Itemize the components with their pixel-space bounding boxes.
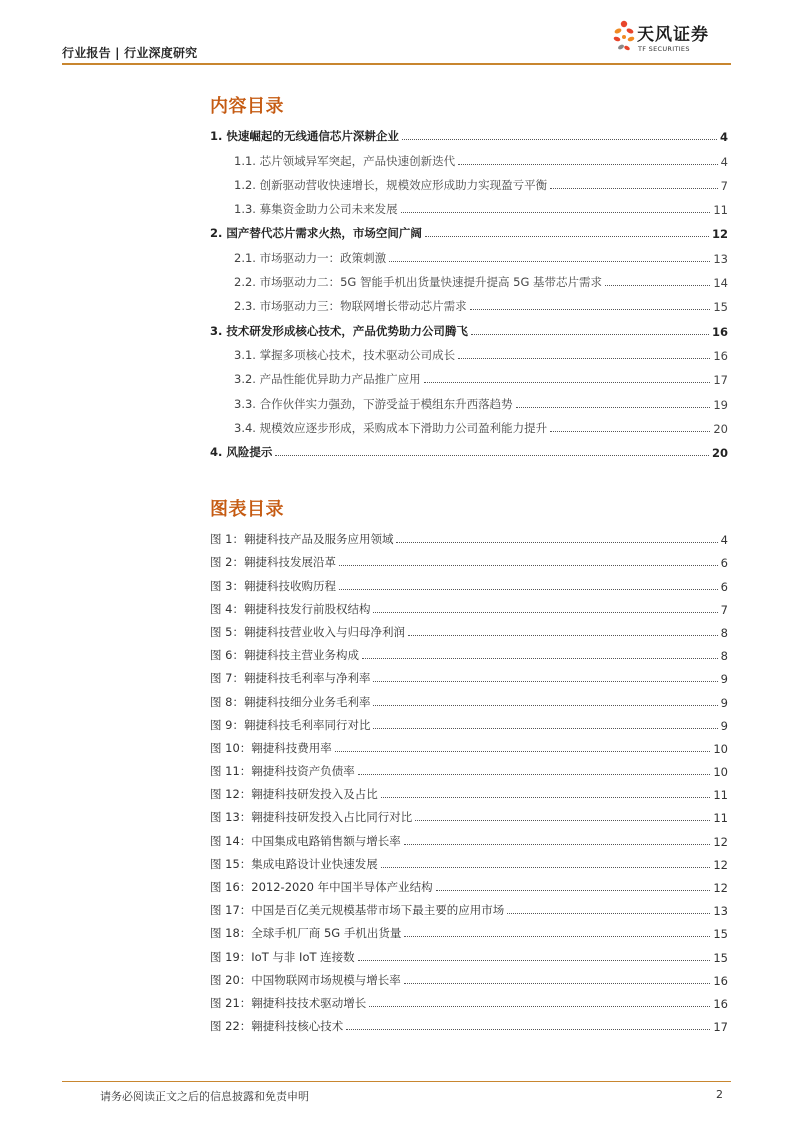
figure-entry[interactable]	[210, 594, 728, 617]
dot-leader	[436, 890, 711, 891]
figure-entry[interactable]	[210, 733, 728, 756]
figure-entry-page: 8	[720, 625, 728, 640]
toc-entry-page: 11	[713, 203, 728, 218]
figure-entry-page: 7	[720, 602, 728, 617]
figure-entry-page: 9	[720, 695, 728, 710]
figure-entry-page: 13	[713, 904, 728, 919]
figure-entry-page: 11	[713, 811, 728, 826]
toc-entry-label: 3.3. 合作伙伴实力强劲，下游受益于模组东升西落趋势	[210, 396, 514, 412]
dot-leader	[389, 261, 710, 262]
footer-disclaimer: 请务必阅读正文之后的信息披露和免责申明	[100, 1090, 309, 1103]
figure-entry[interactable]	[210, 849, 728, 872]
figure-entry-page: 11	[713, 788, 728, 803]
figure-entry-page: 12	[713, 857, 728, 872]
figure-entry[interactable]	[210, 918, 728, 941]
figure-entry-page: 6	[720, 556, 728, 571]
dot-leader	[458, 164, 718, 165]
dot-leader	[550, 188, 718, 189]
toc-entry[interactable]	[210, 266, 728, 290]
figure-entry-page: 8	[720, 649, 728, 664]
dot-leader	[275, 455, 709, 456]
logo-name-cn: 天风证券	[637, 25, 709, 45]
dot-leader	[358, 774, 711, 775]
figure-entry-label: 图 6：翱捷科技主营业务构成	[210, 648, 359, 663]
toc-entry-label: 2.1. 市场驱动力一：政策刺激	[210, 250, 387, 266]
toc-entry-label: 2.2. 市场驱动力二：5G 智能手机出货量快速提升提高 5G 基带芯片需求	[210, 274, 603, 290]
dot-leader	[373, 612, 717, 613]
dot-leader	[335, 751, 711, 752]
dot-leader	[358, 960, 711, 961]
toc-entry-page: 13	[713, 251, 728, 266]
toc-entry[interactable]	[210, 193, 728, 217]
toc-entry-label: 1.1. 芯片领域异军突起，产品快速创新迭代	[210, 153, 456, 169]
figure-entry-label: 图 19：IoT 与非 IoT 连接数	[210, 949, 355, 964]
figure-entry-page: 10	[713, 765, 728, 780]
toc-entry-label: 3.2. 产品性能优异助力产品推广应用	[210, 371, 422, 387]
toc-title: 内容目录	[210, 96, 284, 117]
figure-entry[interactable]	[210, 779, 728, 802]
figure-entry[interactable]	[210, 617, 728, 640]
toc-entry-page: 16	[713, 348, 728, 363]
dot-leader	[415, 820, 710, 821]
toc-entry-page: 4	[719, 130, 728, 145]
dot-leader	[424, 382, 711, 383]
figure-entry-label: 图 22：翱捷科技核心技术	[210, 1019, 344, 1034]
toc-entry-page: 12	[711, 227, 728, 242]
dot-leader	[404, 936, 710, 937]
figure-entry-page: 16	[713, 996, 728, 1011]
figure-entry[interactable]	[210, 524, 728, 547]
dot-leader	[516, 407, 711, 408]
figures-title: 图表目录	[210, 499, 284, 520]
header-divider	[62, 63, 731, 65]
figure-entry-label: 图 4：翱捷科技发行前股权结构	[210, 601, 371, 616]
toc-entry[interactable]	[210, 436, 728, 460]
figure-entry-label: 图 21：翱捷科技技术驱动增长	[210, 995, 367, 1010]
toc-entry-page: 20	[711, 446, 728, 461]
dot-leader	[402, 139, 717, 140]
figure-entry-label: 图 7：翱捷科技毛利率与净利率	[210, 671, 371, 686]
dot-leader	[404, 844, 711, 845]
dot-leader	[471, 334, 709, 335]
dot-leader	[369, 1006, 710, 1007]
toc-entry[interactable]	[210, 387, 728, 411]
toc-entry[interactable]	[210, 314, 728, 338]
dot-leader	[550, 431, 710, 432]
figure-entry[interactable]	[210, 895, 728, 918]
dot-leader	[408, 635, 718, 636]
figure-entry-page: 12	[713, 834, 728, 849]
toc-entry[interactable]	[210, 120, 728, 144]
dot-leader	[507, 913, 710, 914]
figure-entry[interactable]	[210, 941, 728, 964]
dot-leader	[373, 681, 717, 682]
toc-entry[interactable]	[210, 339, 728, 363]
toc-entry-label: 1. 快速崛起的无线通信芯片深耕企业	[210, 129, 399, 144]
figure-entry-label: 图 18：全球手机厂商 5G 手机出货量	[210, 926, 402, 941]
dot-leader	[373, 728, 717, 729]
dot-leader	[346, 1029, 710, 1030]
figure-entry-page: 15	[713, 927, 728, 942]
dot-leader	[381, 867, 711, 868]
dot-leader	[470, 309, 711, 310]
dot-leader	[401, 212, 711, 213]
figure-entry-label: 图 2：翱捷科技发展沿革	[210, 555, 336, 570]
toc-entry[interactable]	[210, 363, 728, 387]
figure-entry-page: 6	[720, 579, 728, 594]
toc-entry-label: 2. 国产替代芯片需求火热，市场空间广阔	[210, 226, 422, 241]
figure-entry-label: 图 9：翱捷科技毛利率同行对比	[210, 717, 371, 732]
dot-leader	[381, 797, 711, 798]
toc-entry-page: 19	[713, 397, 728, 412]
dot-leader	[605, 285, 710, 286]
figure-entry-page: 4	[720, 533, 728, 548]
toc-entry-page: 20	[713, 421, 728, 436]
toc-entry-page: 15	[713, 300, 728, 315]
figure-entry-label: 图 14：中国集成电路销售额与增长率	[210, 833, 401, 848]
dot-leader	[362, 658, 718, 659]
toc-entry[interactable]	[210, 290, 728, 314]
figure-entry-label: 图 8：翱捷科技细分业务毛利率	[210, 694, 371, 709]
toc-entry-page: 16	[711, 324, 728, 339]
dot-leader	[339, 565, 718, 566]
figure-entry[interactable]	[210, 710, 728, 733]
toc-list	[210, 120, 728, 460]
toc-entry-label: 3. 技术研发形成核心技术，产品优势助力公司腾飞	[210, 323, 468, 338]
figure-entry[interactable]	[210, 802, 728, 825]
figure-entry-label: 图 1：翱捷科技产品及服务应用领域	[210, 532, 394, 547]
figure-entry-page: 9	[720, 718, 728, 733]
figure-entry-label: 图 10：翱捷科技费用率	[210, 740, 332, 755]
toc-entry[interactable]	[210, 169, 728, 193]
dot-leader	[339, 589, 718, 590]
dot-leader	[396, 542, 717, 543]
logo-name-en: TF SECURITIES	[638, 45, 690, 53]
toc-entry[interactable]	[210, 144, 728, 168]
toc-entry-label: 4. 风险提示	[210, 445, 273, 460]
figure-entry-label: 图 12：翱捷科技研发投入及占比	[210, 787, 378, 802]
figure-entry-page: 17	[713, 1020, 728, 1035]
dot-leader	[425, 236, 709, 237]
report-category: 行业报告 | 行业深度研究	[62, 46, 198, 60]
toc-entry-label: 2.3. 市场驱动力三：物联网增长带动芯片需求	[210, 298, 468, 314]
dot-leader	[458, 358, 710, 359]
toc-entry-label: 1.3. 募集资金助力公司未来发展	[210, 201, 399, 217]
figure-entry[interactable]	[210, 756, 728, 779]
toc-entry-label: 3.4. 规模效应逐步形成，采购成本下滑助力公司盈利能力提升	[210, 420, 548, 436]
figure-entry[interactable]	[210, 988, 728, 1011]
toc-entry-page: 17	[713, 373, 728, 388]
figure-entry-label: 图 15：集成电路设计业快速发展	[210, 856, 378, 871]
toc-entry-label: 1.2. 创新驱动营收快速增长，规模效应形成助力实现盈亏平衡	[210, 177, 548, 193]
tf-securities-logo	[613, 20, 731, 60]
toc-entry-page: 7	[720, 178, 728, 193]
toc-entry-label: 3.1. 掌握多项核心技术，技术驱动公司成长	[210, 347, 456, 363]
page-number: 2	[716, 1088, 723, 1101]
figure-entry[interactable]	[210, 686, 728, 709]
figure-entry[interactable]	[210, 570, 728, 593]
figure-entry-label: 图 13：翱捷科技研发投入占比同行对比	[210, 810, 413, 825]
toc-entry-page: 14	[713, 276, 728, 291]
figure-entry-label: 图 20：中国物联网市场规模与增长率	[210, 972, 401, 987]
figures-list	[210, 524, 728, 1034]
figure-entry-page: 16	[713, 973, 728, 988]
toc-entry-page: 4	[720, 154, 728, 169]
figure-entry[interactable]	[210, 1011, 728, 1034]
figure-entry[interactable]	[210, 547, 728, 570]
page-header	[62, 0, 731, 66]
figure-entry[interactable]	[210, 640, 728, 663]
figure-entry[interactable]	[210, 825, 728, 848]
logo-mark-icon	[613, 20, 635, 54]
figure-entry-page: 15	[713, 950, 728, 965]
dot-leader	[373, 705, 717, 706]
footer-divider	[62, 1081, 731, 1082]
figure-entry-label: 图 3：翱捷科技收购历程	[210, 578, 336, 593]
figure-entry[interactable]	[210, 872, 728, 895]
figure-entry-label: 图 11：翱捷科技资产负债率	[210, 764, 355, 779]
figure-entry-label: 图 16：2012-2020 年中国半导体产业结构	[210, 880, 433, 894]
figure-entry[interactable]	[210, 965, 728, 988]
figure-entry-page: 12	[713, 881, 728, 895]
toc-entry[interactable]	[210, 217, 728, 241]
toc-entry[interactable]	[210, 412, 728, 436]
figure-entry-page: 10	[713, 741, 728, 756]
figure-entry[interactable]	[210, 663, 728, 686]
dot-leader	[404, 983, 711, 984]
figure-entry-label: 图 17：中国是百亿美元规模基带市场下最主要的应用市场	[210, 903, 505, 918]
toc-entry[interactable]	[210, 241, 728, 265]
figure-entry-page: 9	[720, 672, 728, 687]
figure-entry-label: 图 5：翱捷科技营业收入与归母净利润	[210, 624, 405, 639]
